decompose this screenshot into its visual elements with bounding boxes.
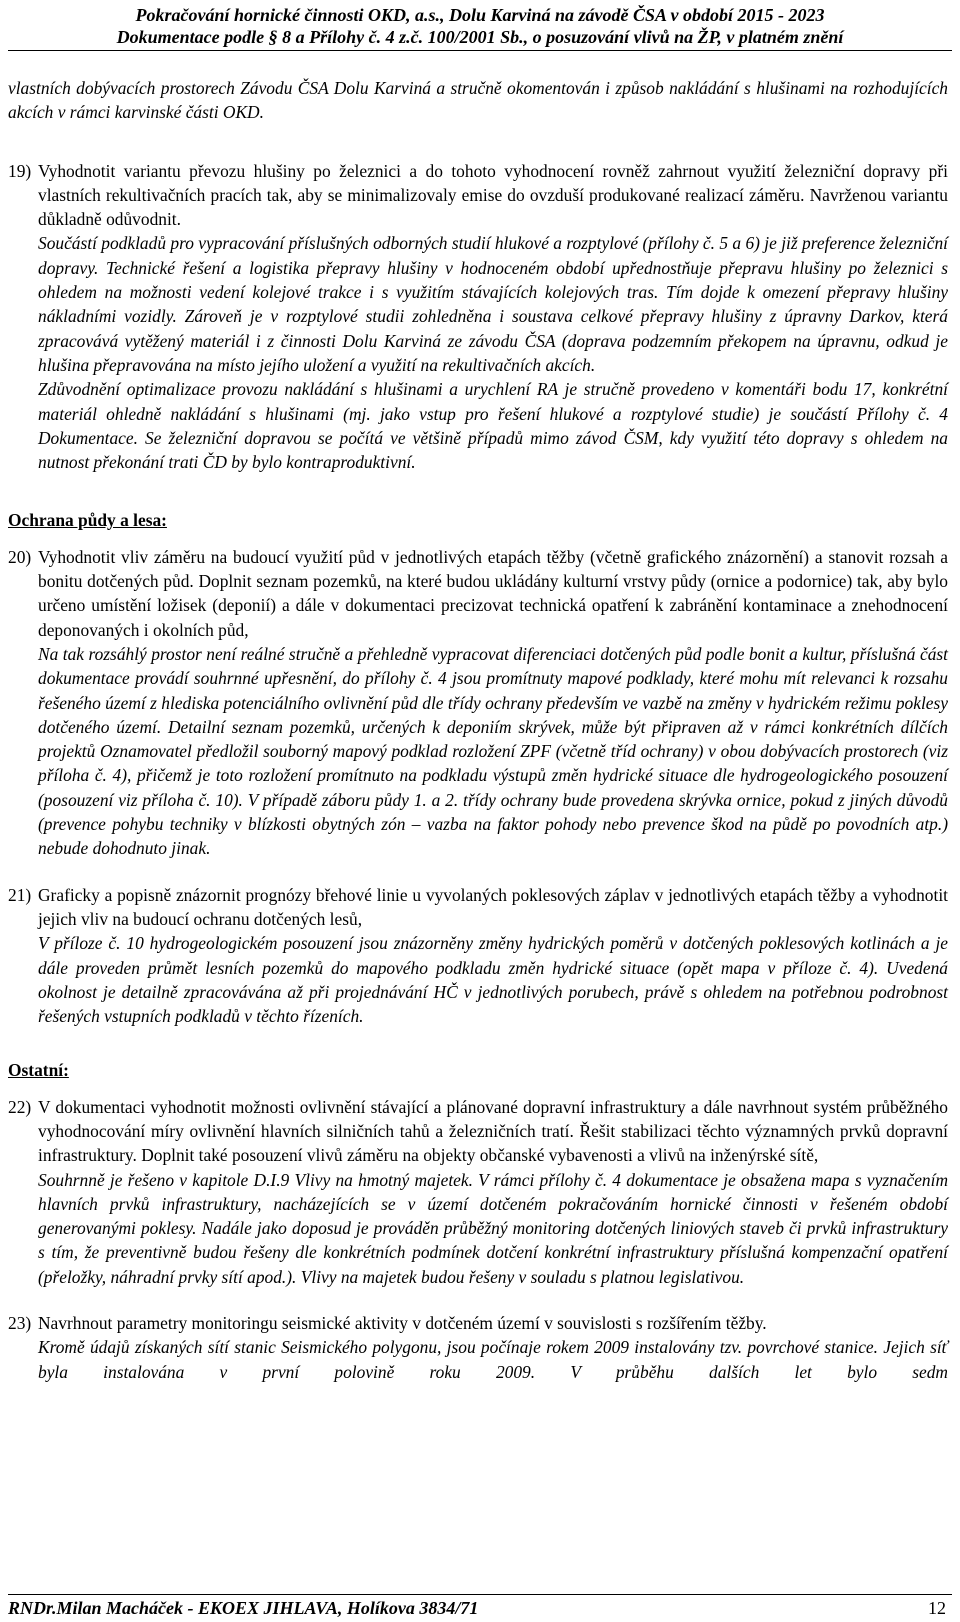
item-number: 23) [8, 1313, 32, 1334]
item-19 [0, 159, 960, 475]
item-text: Vyhodnotit vliv záměru na budoucí využití půd v jednotlivých etapách těžby (včetně grafického znázornění) a stanovit rozsah a bonitu dotčených půd. Doplnit seznam pozemků, na které budou ukládány kulturní vrstvy půdy (ornice a podornice) tak, aby bylo určeno umístění ložisek (deponií) a dále v dokumentaci precizovat technická opatření k zabránění kontaminace a znehodnocení deponovaných i okolních půd, [38, 546, 948, 640]
page-footer [8, 1596, 946, 1620]
item-response: Souhrnně je řešeno v kapitole D.I.9 Vlivy na hmotný majetek. V rámci přílohy č. 4 dokumentace je obsažena mapa s vyznačením hlavních prvků infrastruktury, nacházejících se v území dotčeném pokračováním hornické činnosti v řešeném období generovanými poklesy. Nadále jako doposud je prováděn průběžný monitoring dotčených liniových staveb či prvků infrastruktury s tím, že preventivně budou řešeny dle konkrétních podmínek dotčení konkrétní infrastruktury příslušná kompenzační opatření (přeložky, náhradní prvky sítí apod.). Vlivy na majetek budou řešeny v souladu s platnou legislativou. [38, 1169, 948, 1287]
item-22 [0, 1095, 960, 1289]
header-rule [8, 50, 952, 51]
item-response: Na tak rozsáhlý prostor není reálné stručně a přehledně vypracovat diferenciaci dotčených půd podle bonit a kultur, příslušná část dokumentace provádí souhrnné upřesnění, do přílohy č. 4 jsou promítnuty mapové podklady, které mohu mít relevanci k rozsahu řešeného území z hlediska potenciálního ovlivnění půd dle třídy ochrany především ve vazbě na změny v hydrickém režimu poklesy dotčeného území. Detailní seznam pozemků, určených k deponiím skrývek, může být připraven až v rámci konkrétních dílčích projektů Oznamovatel předložil souborný mapový podklad rozložení ZPF (včetně tříd ochrany) v obou dobývacích prostorech (viz příloha č. 4), přičemž je toto rozložení promítnuto na podkladu výstupů změn hydrické situace dle hydrogeologického posouzení (posouzení viz příloha č. 10). V případě záboru půdy 1. a 2. třídy ochrany bude provedena skrývka ornice, pokud z jiných důvodů (prevence pohybu techniky v blízkosti obytných zón – vazba na faktor pohody nebo prevence škod na půdě po povodních atp.) nebude dohodnuto jinak. [38, 643, 948, 859]
item-response: Zdůvodnění optimalizace provozu nakládání s hlušinami a urychlení RA je stručně provedeno v komentáři bodu 17, konkrétní materiál ohledně nakládání s hlušinami (mj. jako vstup pro řešení hlukové a rozptylové studie) je součástí Přílohy č. 4 Dokumentace. Se železniční dopravou se počítá ve většině případů mimo závod ČSM, kdy využití této dopravy s ohledem na nutnost překonání trati ČD by bylo kontraproduktivní. [38, 379, 948, 473]
item-response: Kromě údajů získaných sítí stanic Seismického polygonu, jsou počínaje rokem 2009 instalovány tzv. povrchové stanice. Jejich síť byla instalována v první polovině roku 2009. V průběhu dalších let bylo sedm [38, 1337, 948, 1382]
item-text: Graficky a popisně znázornit prognózy břehové linie u vyvolaných poklesových záplav v jednotlivých etapách těžby a vyhodnotit jejich vliv na budoucí ochranu dotčených lesů, [38, 884, 948, 929]
section-heading-other: Ostatní: [8, 1060, 69, 1081]
item-response: Součástí podkladů pro vypracování příslušných odborných studií hlukové a rozptylové (přílohy č. 5 a 6) je již preference železniční dopravy. Technické řešení a logistika přepravy hlušiny v hodnoceném období upřednostňuje přepravu hlušiny po železnici s ohledem na možnosti vedení kolejové trakce i s využitím stávajících kolejových tras. Tím dojde k omezení přepravy hlušiny nákladními vozidly. Zároveň je v rozptylové studii zohledněna i soustava celkové přepravy hlušiny z úpravny Darkov, která zpracovává vytěžený materiál i z činnosti Dolu Karviná ze závodu ČSA (doprava podzemním překopem na úpravnu, odkud je hlušina přepravována na místo jejího uložení a využití na rekultivačních akcích. [38, 233, 948, 375]
footer-rule [8, 1594, 952, 1595]
header-title: Pokračování hornické činnosti OKD, a.s., Dolu Karviná na závodě ČSA v období 2015 - 2023 [135, 5, 825, 25]
item-text: Navrhnout parametry monitoringu seismické aktivity v dotčeném území v souvislosti s rozšířením těžby. [38, 1313, 767, 1334]
item-number: 21) [8, 884, 32, 905]
item-number: 22) [8, 1096, 32, 1117]
header-subtitle: Dokumentace podle § 8 a Přílohy č. 4 z.č. 100/2001 Sb., o posuzování vlivů na ŽP, v platném znění [116, 27, 844, 47]
item-number: 20) [8, 546, 32, 567]
item-23 [0, 1311, 960, 1384]
item-text: Vyhodnotit variantu převozu hlušiny po železnici a do tohoto vyhodnocení rovněž zahrnout využití železniční dopravy při vlastních rekultivačních pracích tak, aby se minimalizovaly emise do ovzduší produkované realizací záměru. Navrženou variantu důkladně odůvodnit. [38, 160, 948, 230]
item-number: 19) [8, 160, 32, 181]
page-number: 12 [928, 1598, 946, 1618]
item-20 [0, 545, 960, 861]
section-heading-soil: Ochrana půdy a lesa: [8, 510, 167, 531]
item-response: V příloze č. 10 hydrogeologickém posouzení jsou znázorněny změny hydrických poměrů v dotčených poklesových kotlinách a je dále proveden průmět lesních pozemků do mapového podkladu změn hydrické situace (opět mapa v příloze č. 4). Uvedená okolnost je detailně zpracovávána až při projednávání HČ v jednotlivých porubech, právě s ohledem na potřebnou podrobnost řešených vstupních podkladů v těchto řízeních. [38, 933, 948, 1027]
footer-author: RNDr.Milan Macháček - EKOEX JIHLAVA, Holíkova 3834/71 [8, 1598, 479, 1618]
intro-paragraph: vlastních dobývacích prostorech Závodu ČSA Dolu Karviná a stručně okomentován i způsob nakládání s hlušinami na rozhodujících akcích v rámci karvinské části OKD. [8, 78, 948, 123]
page-header [0, 0, 960, 48]
document-body [0, 76, 960, 1384]
item-text: V dokumentaci vyhodnotit možnosti ovlivnění stávající a plánované dopravní infrastruktury a dále navrhnout systém průběžného vyhodnocování míry ovlivnění hlavních silničních tahů a železničních tratí. Řešit stabilizaci těchto významných prvků dopravní infrastruktury. Doplnit také posouzení vlivů záměru na objekty občanské vybavenosti a vlivů na inženýrské sítě, [38, 1096, 948, 1166]
item-21 [0, 883, 960, 1029]
